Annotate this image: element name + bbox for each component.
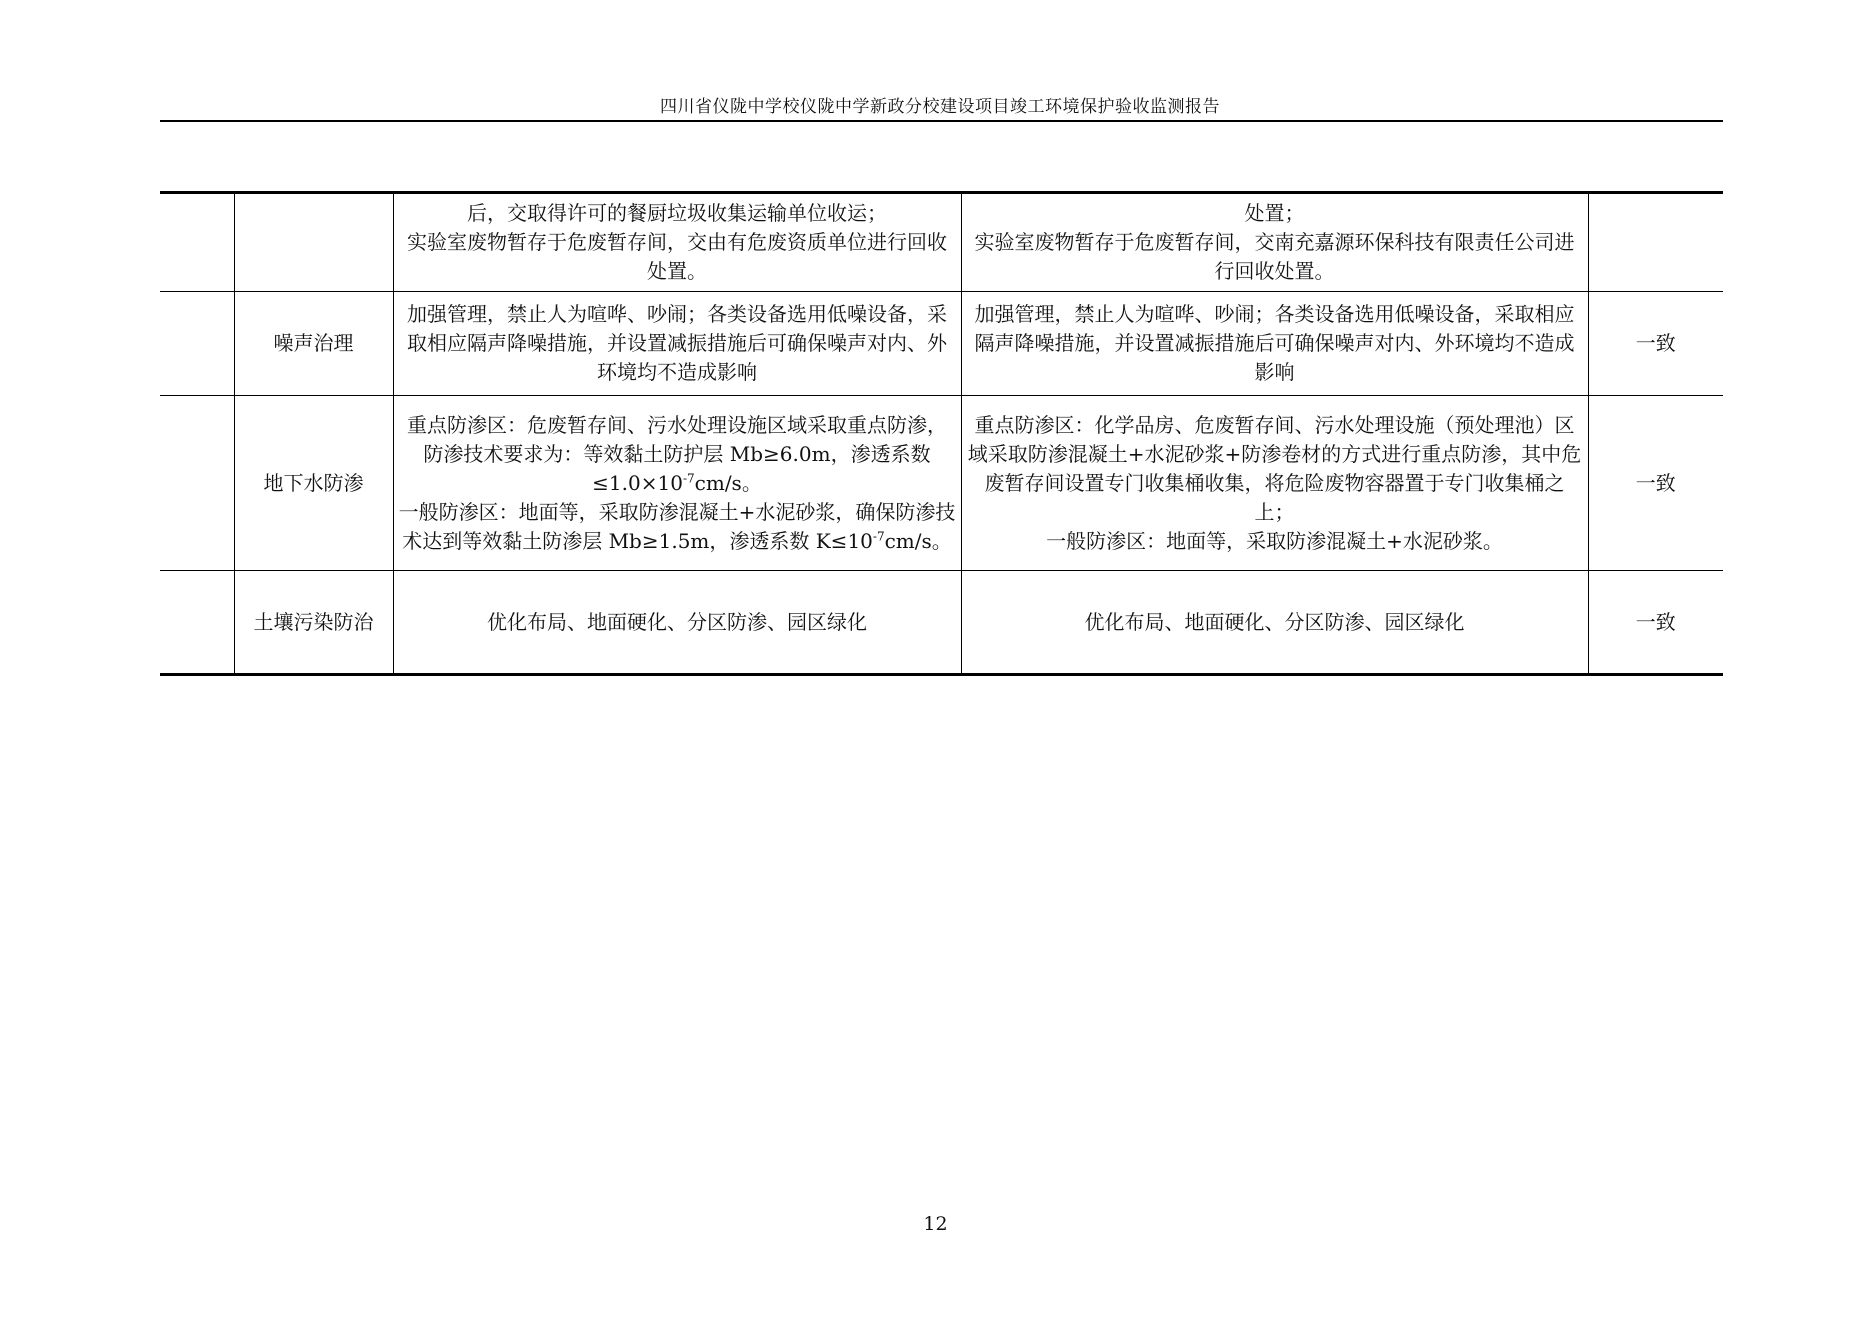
key-zone-requirement [398, 411, 957, 498]
implementation-cell: 优化布局、地面硬化、分区防渗、园区绿化 [961, 571, 1588, 675]
result-cell: 一致 [1588, 396, 1723, 571]
requirement-cell [393, 396, 961, 571]
implementation-line: 处置； [1244, 201, 1305, 225]
item-cell: 地下水防渗 [234, 396, 393, 571]
table-row [160, 292, 1723, 396]
page-number: 12 [923, 1213, 948, 1235]
item-cell [234, 193, 393, 292]
acceptance-comparison-table [160, 191, 1723, 676]
result-cell: 一致 [1588, 571, 1723, 675]
implementation-line: 实验室废物暂存于危废暂存间，交南充嘉源环保科技有限责任公司进行回收处置。 [974, 230, 1575, 283]
implementation-cell [961, 193, 1588, 292]
implementation-cell [961, 396, 1588, 571]
implementation-line: 重点防渗区：化学品房、危废暂存间、污水处理设施（预处理池）区域采取防渗混凝土+水泥砂浆+防渗卷材的方式进行重点防渗，其中危废暂存间设置专门收集桶收集，将危险废物容器置于专门收集桶之上； [967, 412, 1582, 524]
table-row [160, 193, 1723, 292]
implementation-line: 一般防渗区：地面等，采取防渗混凝土+水泥砂浆。 [1046, 528, 1503, 553]
item-cell: 噪声治理 [234, 292, 393, 396]
header-divider [160, 120, 1723, 122]
key-zone-exponent: -7 [682, 470, 695, 485]
general-zone-exponent: -7 [872, 528, 885, 543]
requirement-cell [393, 193, 961, 292]
general-zone-text: 一般防渗区：地面等，采取防渗混凝土+水泥砂浆，确保防渗技术达到等效黏土防渗层 Mb≥1.5m，渗透系数 K≤10 [398, 499, 956, 553]
requirement-line: 后，交取得许可的餐厨垃圾收集运输单位收运； [467, 201, 887, 225]
requirement-cell: 优化布局、地面硬化、分区防渗、园区绿化 [393, 571, 961, 675]
key-zone-text: 重点防渗区：危废暂存间、污水处理设施区域采取重点防渗，防渗技术要求为：等效黏土防护层 Mb≥6.0m，渗透系数≤1.0×10 [407, 412, 947, 495]
category-cell [160, 292, 234, 396]
requirement-line: 实验室废物暂存于危废暂存间，交由有危废资质单位进行回收处置。 [407, 230, 947, 283]
implementation-cell: 加强管理，禁止人为喧哗、吵闹；各类设备选用低噪设备，采取相应隔声降噪措施，并设置减振措施后可确保噪声对内、外环境均不造成影响 [961, 292, 1588, 396]
category-cell [160, 193, 234, 292]
general-zone-unit: cm/s。 [884, 528, 952, 553]
page-header-title: 四川省仪陇中学校仪陇中学新政分校建设项目竣工环境保护验收监测报告 [660, 97, 1220, 117]
result-cell: 一致 [1588, 292, 1723, 396]
result-cell [1588, 193, 1723, 292]
key-zone-unit: cm/s。 [694, 470, 762, 495]
category-cell [160, 396, 234, 571]
table-row [160, 571, 1723, 675]
requirement-cell: 加强管理，禁止人为喧哗、吵闹；各类设备选用低噪设备，采取相应隔声降噪措施，并设置减振措施后可确保噪声对内、外环境均不造成影响 [393, 292, 961, 396]
category-cell [160, 571, 234, 675]
table-row [160, 396, 1723, 571]
item-cell: 土壤污染防治 [234, 571, 393, 675]
general-zone-requirement [398, 498, 957, 556]
